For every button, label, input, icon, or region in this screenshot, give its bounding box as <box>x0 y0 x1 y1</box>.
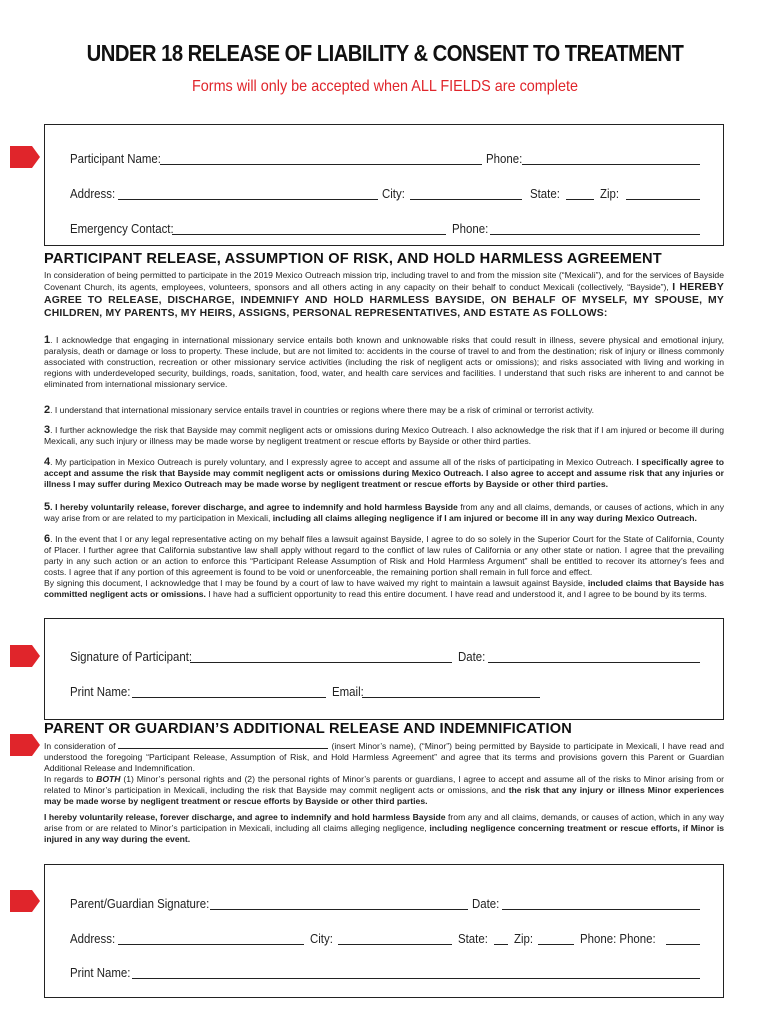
item-number: 2 <box>44 404 51 416</box>
city-label: City: <box>382 186 405 201</box>
emergency-contact-label: Emergency Contact: <box>70 221 174 236</box>
item-text: . I further acknowledge the risk that Bayside may commit negligent acts or omissions during Mexico Outreach. I also acknowledge the risk that if I am injured or become ill during Mexicali, any such injury or illness may be made worse by negligent treatment or rescue efforts by Bayside or other third parties. <box>44 425 724 446</box>
p2-bold: the risk that any injury or illness Minor experiences may be made worse by negligent treatment or rescue efforts by Bayside or other third parties. <box>44 784 724 806</box>
item-text: . I acknowledge that engaging in international missionary service entails both known and unknowable risks that could result in illness, severe physical and emotional injury, paralysis, death or damage or loss to property. These include, but are not limited to: accidents in the course of travel to and from the destination; risk of injury or illness commonly associated with construction, recreation or other missionary service activities (including the risk of negligent acts or omissions); and risks associated with living and working in regions with underdeveloped security, buildings, roads, sanitation, food, water, and health care services and facilities. I understand that such risks are inherent to and cannot be eliminated from international missionary service. <box>44 335 724 389</box>
red-arrow-tab-icon <box>10 734 40 756</box>
guardian-city-label: City: <box>310 931 333 946</box>
guardian-address-label: Address: <box>70 931 116 946</box>
item-text: . In the event that I or any legal representative acting on my behalf files a lawsuit against Bayside, I agree to do so solely in the Superior Court for the State of California, County of Placer. I further agree that California substantive law shall apply without regard to the conflict of law rules of California or any other state or nation. I agree that the prevailing party in any such action or an action to enforce this “Participant Release Assumption of Risk and Hold Harmless Argument” shall be entitled to recover its attorney’s fees and costs. I agree that if any portion of this agreement is found to be void or unenforceable, the remaining portion shall remain in full force and effect. <box>44 534 724 577</box>
address-label: Address: <box>70 186 116 201</box>
closing-bold: included claims that Bayside has committed negligent acts or omissions. <box>44 577 724 599</box>
p1-lead: In consideration of <box>44 741 116 751</box>
email-field[interactable] <box>362 697 540 698</box>
guardian-address-field[interactable] <box>118 944 304 945</box>
participant-name-field[interactable] <box>160 164 482 165</box>
p3-bold2: including negligence concerning treatment or rescue efforts, if Minor is injured in any way during the event. <box>44 822 725 844</box>
email-label: Email: <box>332 684 364 699</box>
zip-label: Zip: <box>600 186 620 201</box>
print-name-label: Print Name: <box>70 684 131 699</box>
parent-section-heading: PARENT OR GUARDIAN’S ADDITIONAL RELEASE AND INDEMNIFICATION <box>44 721 572 737</box>
red-arrow-tab-icon <box>10 890 40 912</box>
emergency-phone-label: Phone: <box>452 221 489 236</box>
guardian-signature-field[interactable] <box>210 909 468 910</box>
guardian-city-field[interactable] <box>338 944 452 945</box>
guardian-phone-label: Phone: Phone: <box>580 931 656 946</box>
guardian-zip-field[interactable] <box>538 944 574 945</box>
form-instructions: Forms will only be accepted when ALL FIELDS are complete <box>191 78 579 95</box>
participant-name-label: Participant Name: <box>70 151 161 166</box>
p3-text: from any and all claims, demands, or causes of action, which in any way arise from or are related to Minor’s participation in Mexicali, including all claims alleging negligence, <box>44 812 725 833</box>
release-intro-bold: I HEREBY AGREE TO RELEASE, DISCHARGE, INDEMNIFY AND HOLD HARMLESS BAYSIDE, ON BEHALF OF MYSELF, MY SPOUSE, MY CHILDREN, MY PARENTS, MY HEIRS, ASSIGNS, PERSONAL REPRESENTATIVES, AND ESTATE AS FOLLOWS: <box>44 281 725 319</box>
p2-lead: In regards to <box>44 774 94 784</box>
closing-tail: I have had a sufficient opportunity to read this entire document. I have read and understood it, and I agree to be bound by its terms. <box>208 588 707 599</box>
address-field[interactable] <box>118 199 378 200</box>
participant-phone-field[interactable] <box>522 164 700 165</box>
emergency-phone-field[interactable] <box>490 234 700 235</box>
participant-date-label: Date: <box>458 649 486 664</box>
item-number: 5 <box>44 501 51 513</box>
state-field[interactable] <box>566 199 594 200</box>
item-text: . I understand that international missionary service entails travel in countries or regions where there may be a risk of criminal or terrorist activity. <box>50 405 594 415</box>
zip-field[interactable] <box>626 199 700 200</box>
p3-bold: I hereby voluntarily release, forever discharge, and agree to indemnify and hold harmless Bayside <box>44 812 446 822</box>
guardian-print-name-label: Print Name: <box>70 965 131 980</box>
release-item-6 <box>44 534 724 599</box>
item-number: 1 <box>44 334 51 346</box>
guardian-state-label: State: <box>458 931 488 946</box>
item-text: from any and all claims, demands, or causes of actions, which in any way arise from or are related to my participation in Mexicali, <box>44 502 724 523</box>
closing-text: By signing this document, I acknowledge that I may be found by a court of law to have waived my right to maintain a lawsuit against Bayside, <box>44 577 586 588</box>
item-text: . My participation in Mexico Outreach is purely voluntary, and I expressly agree to accept and assume all of the risks of participating in Mexico Outreach. <box>50 457 634 467</box>
item-number: 6 <box>44 533 51 545</box>
release-item-1 <box>44 335 724 390</box>
release-intro-text: In consideration of being permitted to participate in the 2019 Mexico Outreach mission trip, including travel to and from the mission site (“Mexicali”), and for the services of Bayside Covenant Church, its agents, employees, volunteers, sponsors and all others acting in any capacity on their behalf to conduct Mexicali (collectively, “Bayside”), <box>44 270 724 292</box>
release-item-5 <box>44 502 724 524</box>
p1-text: (insert Minor’s name), (“Minor”) being permitted by Bayside to participate in Mexicali, I have read and understood the foregoing “Participant Release, Assumption of Risk, and Hold Harmless Agreement” and agree that its terms and provisions govern this Parent or Guardian Additional Release and Indemnification. <box>44 741 724 773</box>
emergency-contact-field[interactable] <box>172 234 446 235</box>
guardian-phone-field[interactable] <box>666 944 700 945</box>
print-name-field[interactable] <box>132 697 326 698</box>
item-number: 4 <box>44 456 51 468</box>
participant-phone-label: Phone: <box>486 151 523 166</box>
item-bold-lead: . I hereby voluntarily release, forever discharge, and agree to indemnify and hold harmless Bayside <box>50 502 458 512</box>
red-arrow-tab-icon <box>10 645 40 667</box>
guardian-signature-label: Parent/Guardian Signature: <box>70 896 210 911</box>
participant-date-field[interactable] <box>488 662 700 663</box>
release-item-4 <box>44 457 724 490</box>
city-field[interactable] <box>410 199 522 200</box>
red-arrow-tab-icon <box>10 146 40 168</box>
release-section-heading: PARTICIPANT RELEASE, ASSUMPTION OF RISK, AND HOLD HARMLESS AGREEMENT <box>44 251 662 267</box>
minor-name-field[interactable] <box>118 740 328 749</box>
item-bold-text: I specifically agree to accept and assume the risk that Bayside may commit negligent acts or omissions during Mexico Outreach. I also agree to accept and assume risk that any injuries or illness I may suffer during Mexico Outreach may be made worse by negligent treatment or rescue efforts by Bayside or other third parties. <box>44 457 724 489</box>
guardian-print-name-field[interactable] <box>132 978 700 979</box>
p2-text: (1) Minor’s personal rights and (2) the personal rights of Minor’s parents or guardians, I agree to accept and assume all of the risks to Minor arising from or related to Minor’s participation in Mexicali, including the risk that Bayside may commit negligent acts or omissions, and <box>44 774 725 795</box>
item-number: 3 <box>44 424 51 436</box>
p2-both: BOTH <box>96 774 121 784</box>
participant-signature-field[interactable] <box>190 662 452 663</box>
parent-paragraph-1 <box>44 740 724 774</box>
release-item-3 <box>44 425 724 447</box>
release-item-2 <box>44 405 724 416</box>
guardian-date-field[interactable] <box>502 909 700 910</box>
participant-signature-label: Signature of Participant: <box>70 649 193 664</box>
item-bold-text: including all claims alleging negligence if I am injured or become ill in any way during Mexico Outreach. <box>272 512 697 523</box>
guardian-state-field[interactable] <box>494 944 508 945</box>
document-title: UNDER 18 RELEASE OF LIABILITY & CONSENT TO TREATMENT <box>86 40 684 66</box>
parent-paragraph-2 <box>44 774 724 807</box>
guardian-date-label: Date: <box>472 896 500 911</box>
release-intro <box>44 270 724 320</box>
state-label: State: <box>530 186 560 201</box>
participant-signature-box <box>44 618 724 720</box>
parent-paragraph-3 <box>44 812 724 845</box>
guardian-zip-label: Zip: <box>514 931 534 946</box>
